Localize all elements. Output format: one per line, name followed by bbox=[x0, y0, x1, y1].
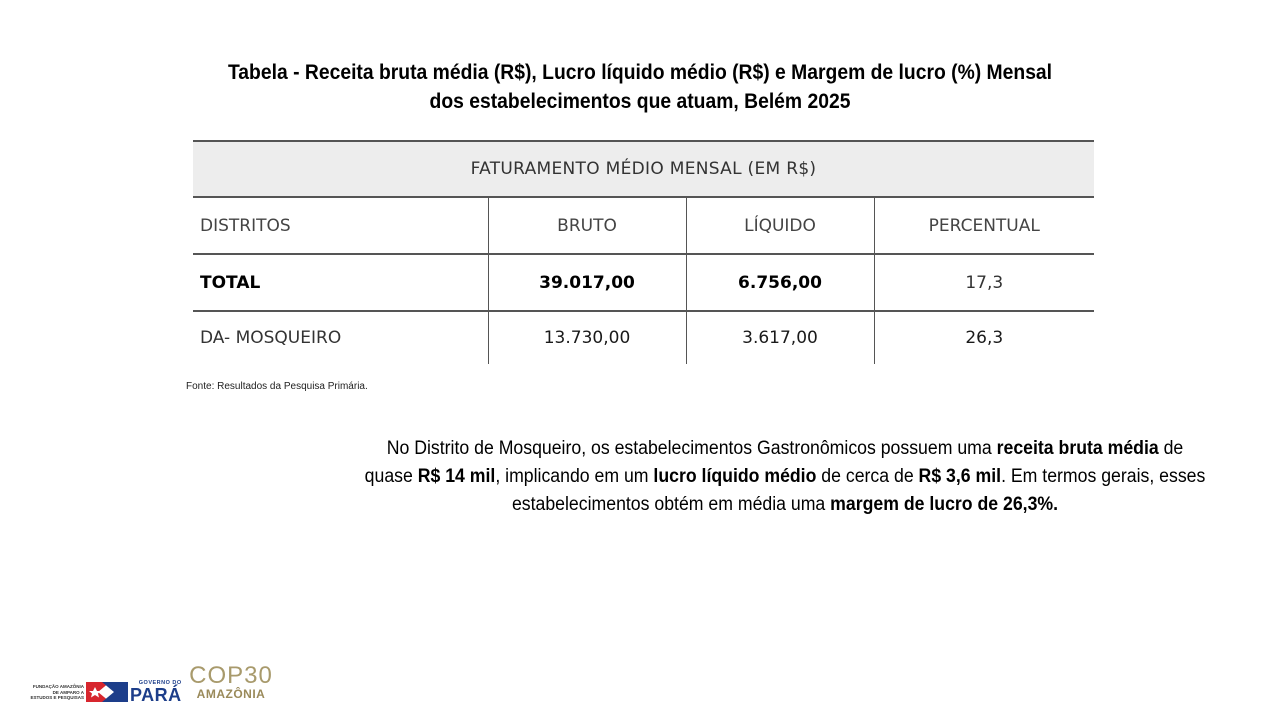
cell-percentual: 26,3 bbox=[874, 311, 1094, 364]
cell-bruto: 39.017,00 bbox=[488, 254, 686, 311]
amazonia-label: AMAZÔNIA bbox=[196, 687, 266, 701]
column-header-row bbox=[193, 197, 1094, 254]
para-flag-icon bbox=[86, 680, 128, 704]
cell-distrito: DA- MOSQUEIRO bbox=[200, 328, 342, 348]
bold-run: R$ 14 mil bbox=[417, 466, 496, 487]
slide-title bbox=[180, 58, 1100, 116]
text-run: No Distrito de Mosqueiro, os estabelecimentos Gastronômicos possuem uma bbox=[386, 438, 997, 459]
cop30-logo bbox=[188, 664, 274, 700]
text-run: , implicando em um bbox=[495, 466, 654, 487]
cell-bruto: 13.730,00 bbox=[488, 311, 686, 364]
para-label: PARÁ bbox=[130, 685, 182, 705]
bold-run: margem de lucro de 26,3%. bbox=[830, 494, 1059, 515]
source-note: Fonte: Resultados da Pesquisa Primária. bbox=[186, 381, 368, 392]
text-run: de cerca de bbox=[816, 466, 919, 487]
table-header: FATURAMENTO MÉDIO MENSAL (EM R$) bbox=[193, 141, 1094, 197]
title-line-1: Tabela - Receita bruta média (R$), Lucro líquido médio (R$) e Margem de lucro (%) Mensal bbox=[227, 61, 1053, 84]
revenue-table-container bbox=[193, 140, 1094, 353]
cell-liquido: 3.617,00 bbox=[686, 311, 874, 364]
column-header-distritos: DISTRITOS bbox=[193, 197, 488, 254]
cell-distrito: TOTAL bbox=[193, 254, 488, 311]
governo-label: GOVERNO DO bbox=[138, 680, 182, 686]
bold-run: lucro líquido médio bbox=[653, 466, 817, 487]
summary-paragraph bbox=[362, 435, 1208, 519]
column-header-liquido: LÍQUIDO bbox=[686, 197, 874, 254]
table-row bbox=[193, 254, 1094, 311]
column-header-bruto: BRUTO bbox=[488, 197, 686, 254]
bold-run: receita bruta média bbox=[996, 438, 1159, 459]
cop30-label: COP30 bbox=[189, 662, 273, 689]
text-run: . Em termos gerais, esses estabelecimentos obtém em média uma bbox=[511, 466, 1206, 515]
table-row bbox=[193, 311, 1094, 364]
bold-run: R$ 3,6 mil bbox=[918, 466, 1002, 487]
fapespa-logo-text: FUNDAÇÃO AMAZÔNIA DE AMPARO A ESTUDOS E PESQUISAS bbox=[30, 684, 84, 700]
column-header-percentual: PERCENTUAL bbox=[874, 197, 1094, 254]
title-line-2: dos estabelecimentos que atuam, Belém 2025 bbox=[429, 90, 851, 113]
footer-logos bbox=[30, 662, 280, 716]
text-run: de quase bbox=[364, 438, 1184, 487]
cell-percentual: 17,3 bbox=[874, 254, 1094, 311]
governo-para-logo bbox=[130, 680, 182, 704]
cell-liquido: 6.756,00 bbox=[686, 254, 874, 311]
revenue-table bbox=[193, 140, 1094, 364]
